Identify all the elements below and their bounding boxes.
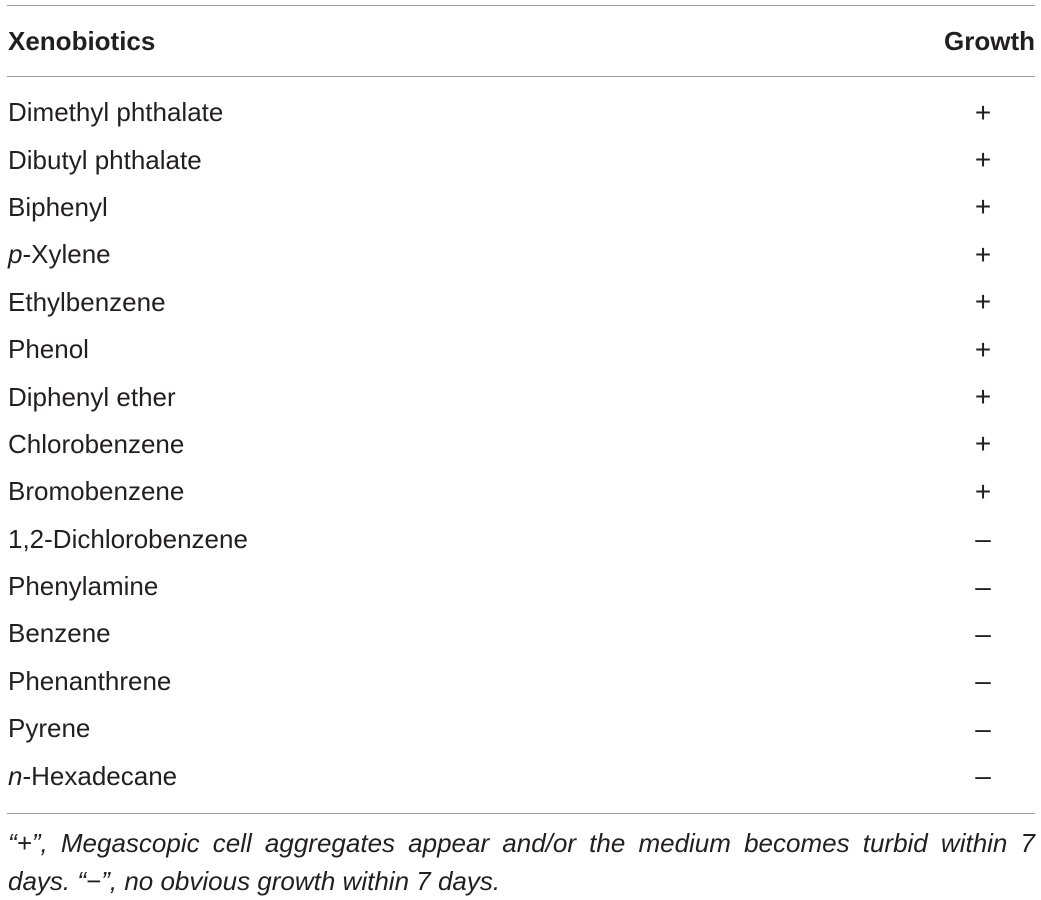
growth-result: + bbox=[974, 144, 992, 176]
table-row bbox=[7, 231, 1035, 278]
compound-label: 1,2-Dichlorobenzene bbox=[8, 523, 248, 554]
growth-result: + bbox=[974, 381, 992, 413]
compound-label: Benzene bbox=[8, 618, 111, 649]
compound-name bbox=[7, 524, 248, 555]
compound-label: Diphenyl ether bbox=[8, 381, 176, 412]
compound-label: Dibutyl phthalate bbox=[8, 144, 202, 175]
growth-result: – bbox=[975, 617, 991, 649]
compound-name bbox=[7, 571, 158, 602]
compound-name bbox=[7, 239, 111, 270]
compound-label: Chlorobenzene bbox=[8, 428, 185, 459]
compound-prefix: p bbox=[8, 239, 23, 270]
compound-name bbox=[7, 761, 177, 792]
growth-result: + bbox=[974, 191, 992, 223]
table-row bbox=[7, 373, 1035, 420]
table-row bbox=[7, 326, 1035, 373]
growth-result: + bbox=[974, 475, 992, 507]
table-body bbox=[7, 77, 1035, 813]
growth-result: – bbox=[975, 665, 991, 697]
growth-result: + bbox=[974, 238, 992, 270]
compound-label: Ethylbenzene bbox=[8, 286, 166, 317]
compound-label: Dimethyl phthalate bbox=[8, 97, 224, 128]
compound-label: Phenylamine bbox=[8, 571, 159, 602]
table-row bbox=[7, 89, 1035, 136]
growth-result: – bbox=[975, 760, 991, 792]
compound-label: Pyrene bbox=[8, 713, 91, 744]
table-row bbox=[7, 279, 1035, 326]
compound-name bbox=[7, 666, 171, 697]
compound-label: -Hexadecane bbox=[22, 760, 178, 791]
compound-label: -Xylene bbox=[22, 239, 111, 270]
compound-name bbox=[7, 287, 166, 318]
compound-name bbox=[7, 429, 184, 460]
table-row bbox=[7, 752, 1035, 799]
compound-name bbox=[7, 145, 202, 176]
table-row bbox=[7, 516, 1035, 563]
bottom-rule bbox=[7, 813, 1035, 814]
compound-label: Bromobenzene bbox=[8, 476, 185, 507]
table-row bbox=[7, 421, 1035, 468]
xenobiotics-table bbox=[7, 0, 1035, 900]
compound-name bbox=[7, 618, 111, 649]
compound-prefix: n bbox=[8, 760, 23, 791]
growth-result: + bbox=[974, 286, 992, 318]
growth-result: – bbox=[975, 523, 991, 555]
growth-result: + bbox=[974, 428, 992, 460]
header-growth: Growth bbox=[944, 25, 1035, 56]
growth-result: + bbox=[974, 333, 992, 365]
compound-label: Biphenyl bbox=[8, 191, 108, 222]
compound-name bbox=[7, 476, 184, 507]
compound-name bbox=[7, 334, 89, 365]
growth-result: + bbox=[974, 96, 992, 128]
table-row bbox=[7, 610, 1035, 657]
table-row bbox=[7, 658, 1035, 705]
compound-label: Phenol bbox=[8, 334, 89, 365]
growth-result: – bbox=[975, 712, 991, 744]
compound-name bbox=[7, 382, 176, 413]
table-row bbox=[7, 184, 1035, 231]
table-row bbox=[7, 705, 1035, 752]
table-footnote: “+”, Megascopic cell aggregates appear and/or the medium becomes turbid within 7 days. “−”, no obvious growth within 7 days. bbox=[8, 827, 1035, 896]
compound-name bbox=[7, 97, 223, 128]
growth-result: – bbox=[975, 570, 991, 602]
compound-label: Phenanthrene bbox=[8, 665, 172, 696]
header-xenobiotics: Xenobiotics bbox=[8, 25, 156, 56]
compound-name bbox=[7, 713, 90, 744]
table-row bbox=[7, 136, 1035, 183]
table-row bbox=[7, 563, 1035, 610]
compound-name bbox=[7, 192, 108, 223]
table-header-row bbox=[7, 6, 1035, 76]
table-row bbox=[7, 468, 1035, 515]
